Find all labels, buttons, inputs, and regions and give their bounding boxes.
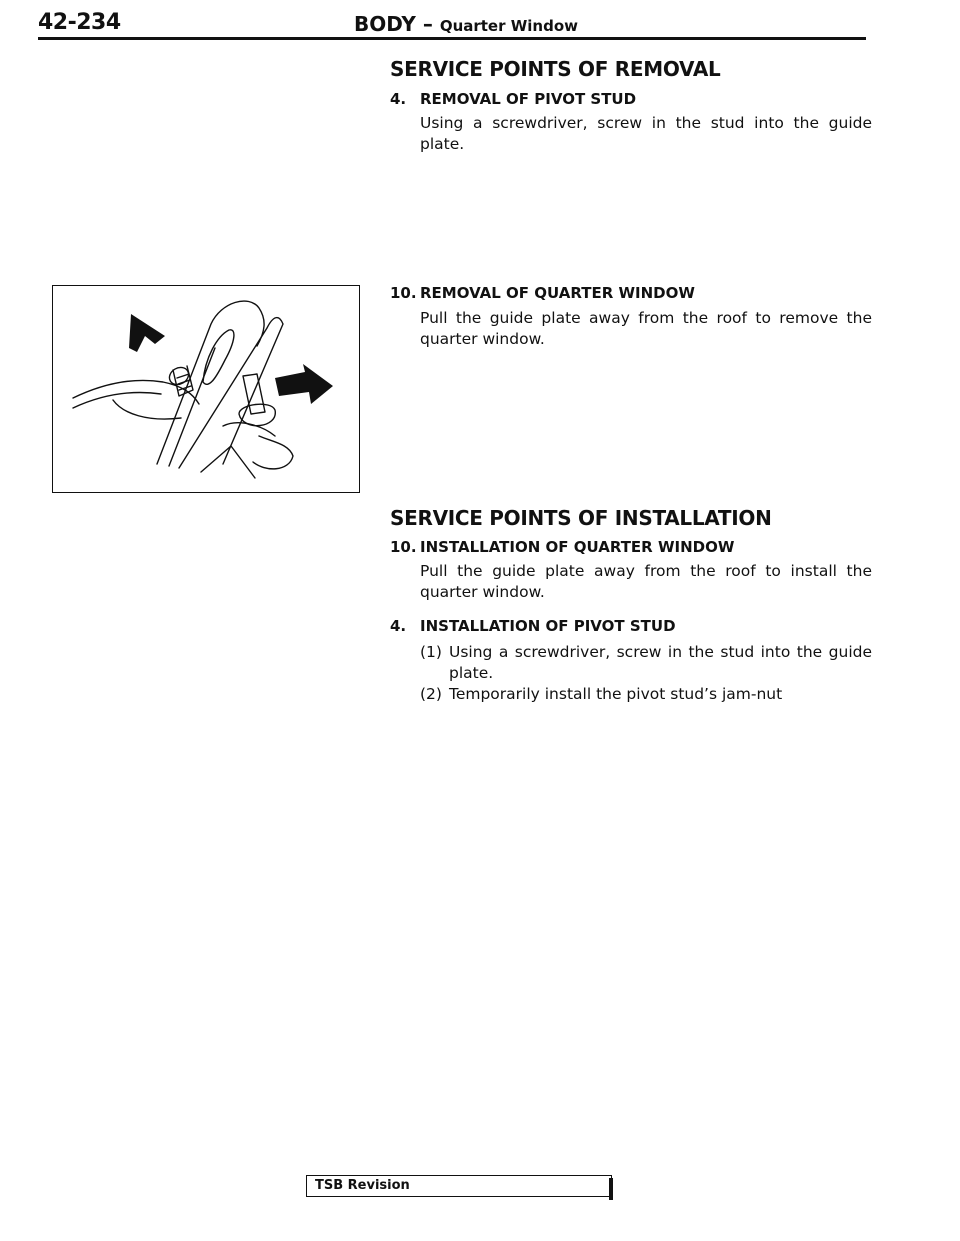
header-title	[354, 12, 578, 36]
step-number: 4.	[390, 617, 407, 635]
installation-heading: SERVICE POINTS OF INSTALLATION	[390, 506, 772, 530]
step-title: INSTALLATION OF QUARTER WINDOW	[420, 538, 735, 556]
guide-plate-drawing	[53, 286, 359, 492]
removal-step-10-heading	[390, 284, 695, 302]
removal-step-4-heading	[390, 90, 636, 108]
installation-step-4-heading	[390, 617, 676, 635]
page-number: 42-234	[38, 10, 121, 35]
step-number: 4.	[390, 90, 407, 108]
list-item	[420, 684, 872, 705]
header-section: BODY	[354, 12, 416, 36]
list-item	[420, 642, 872, 684]
installation-step-10-heading	[390, 538, 734, 556]
list-text: Temporarily install the pivot stud’s jam-nut	[449, 685, 783, 703]
tsb-revision-label: TSB Revision	[315, 1178, 410, 1193]
step-number: 10.	[390, 538, 417, 556]
tsb-revision-box	[306, 1175, 612, 1197]
header-rule	[38, 37, 866, 40]
step-number: 10.	[390, 284, 417, 302]
pivot-stud-illustration	[52, 285, 360, 493]
list-text: Using a screwdriver, screw in the stud into the guide plate.	[449, 643, 872, 682]
removal-step-10-text: Pull the guide plate away from the roof to remove the quarter window.	[420, 309, 872, 348]
installation-step-10-text: Pull the guide plate away from the roof to install the quarter window.	[420, 562, 872, 601]
header-separator: –	[415, 12, 440, 36]
step-title: INSTALLATION OF PIVOT STUD	[420, 617, 676, 635]
step-title: REMOVAL OF QUARTER WINDOW	[420, 284, 695, 302]
removal-step-4-text: Using a screwdriver, screw in the stud into the guide plate.	[420, 114, 872, 153]
list-marker: (1)	[420, 643, 442, 661]
list-marker: (2)	[420, 685, 442, 703]
step-title: REMOVAL OF PIVOT STUD	[420, 90, 637, 108]
removal-heading: SERVICE POINTS OF REMOVAL	[390, 57, 721, 81]
page-header	[38, 6, 866, 40]
header-subtitle: Quarter Window	[439, 17, 578, 35]
tsb-box-shadow	[609, 1178, 613, 1200]
